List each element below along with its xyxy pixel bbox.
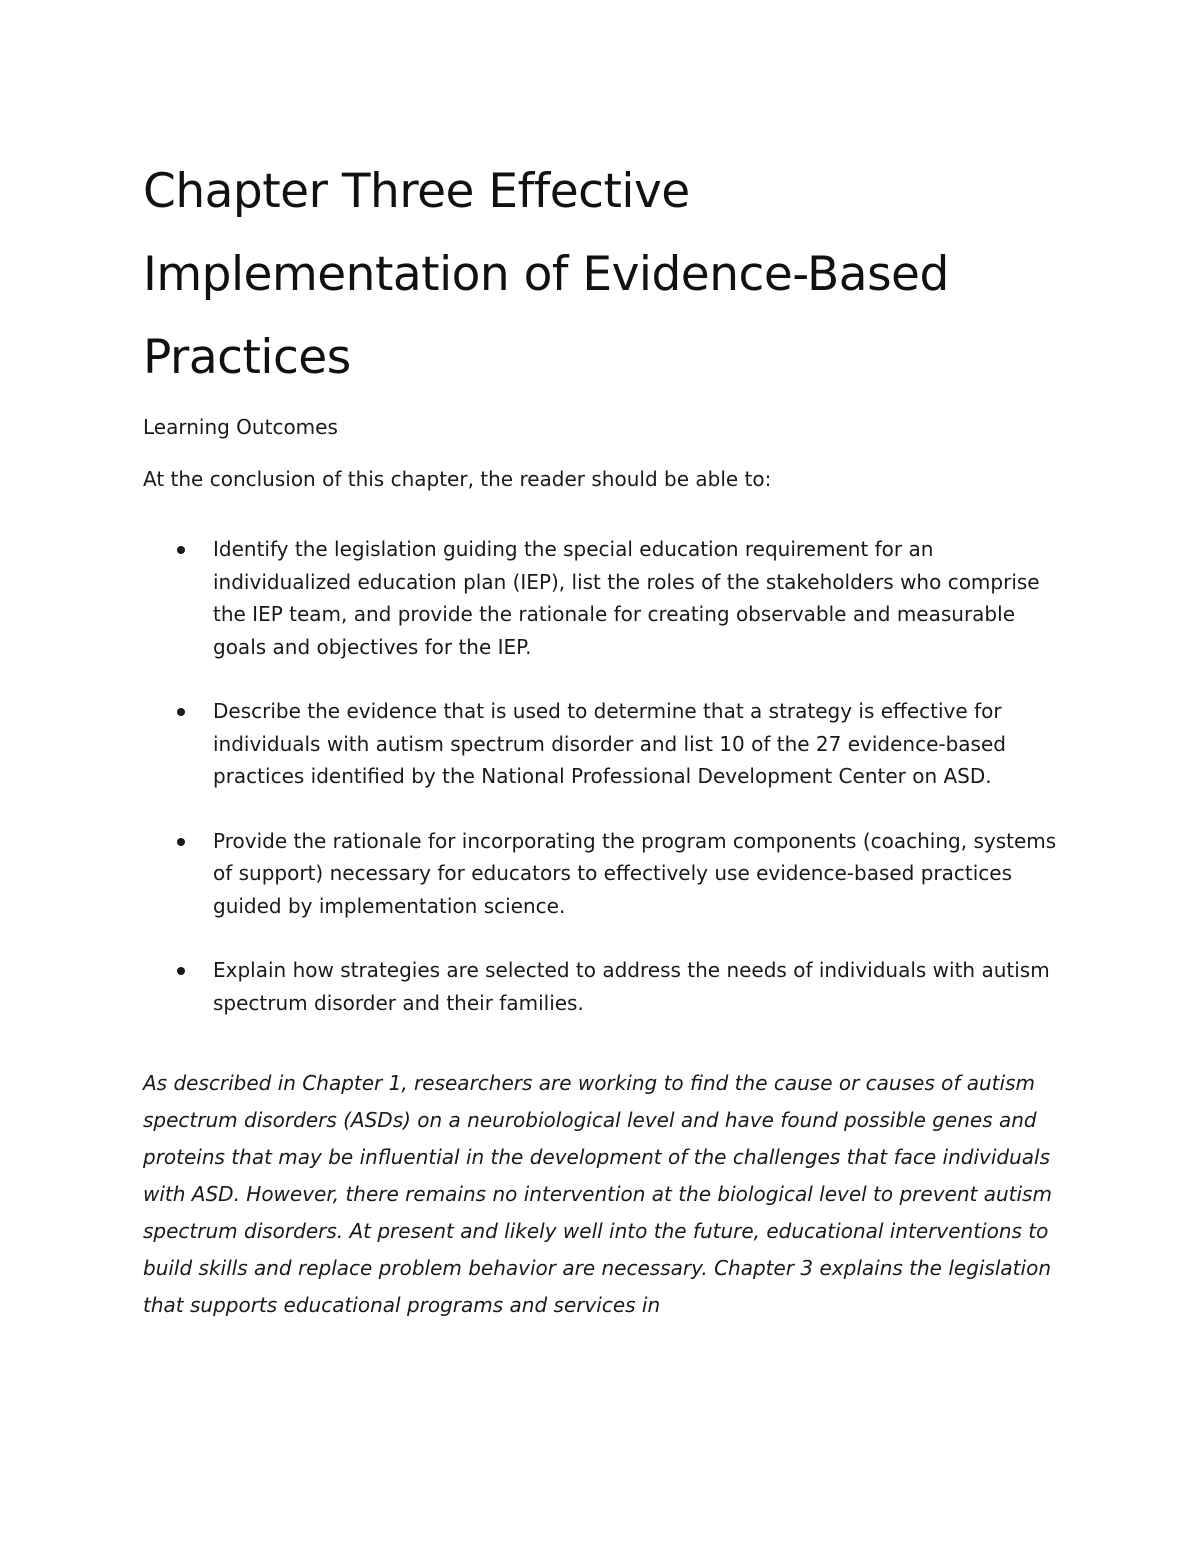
list-item bbox=[143, 825, 1063, 923]
bullet-icon bbox=[177, 546, 185, 554]
body-paragraph: As described in Chapter 1, researchers are working to find the cause or causes of autism spectrum disorders (ASDs) on a neurobiological level and have found possible genes and proteins that may be influential in the development of the challenges that face individuals with ASD. However, there remains no intervention at the biological level to prevent autism spectrum disorders. At present and likely well into the future, educational interventions to build skills and replace problem behavior are necessary. Chapter 3 explains the legislation that supports educational programs and services in bbox=[143, 1071, 1052, 1317]
outcome-text: Explain how strategies are selected to address the needs of individuals with autism spectrum disorder and their families. bbox=[213, 958, 1050, 1015]
outcome-text: Provide the rationale for incorporating the program components (coaching, systems of support) necessary for educators to effectively use evidence-based practices guided by implementation science. bbox=[213, 828, 1057, 918]
list-item bbox=[143, 533, 1063, 663]
bullet-icon bbox=[177, 708, 185, 716]
outcomes-intro: At the conclusion of this chapter, the reader should be able to: bbox=[143, 467, 772, 491]
outcome-text: Describe the evidence that is used to determine that a strategy is effective for individuals with autism spectrum disorder and list 10 of the 27 evidence-based practices identified by the National Professional Development Center on ASD. bbox=[213, 699, 1006, 788]
bullet-icon bbox=[177, 967, 185, 975]
document-content bbox=[143, 150, 1063, 1324]
bullet-icon bbox=[177, 838, 185, 846]
outcomes-list bbox=[143, 533, 1063, 1019]
learning-outcomes-heading: Learning Outcomes bbox=[143, 415, 338, 439]
chapter-title: Chapter Three Effective Implementation of Evidence-Based Practices bbox=[143, 164, 949, 385]
list-item bbox=[143, 954, 1063, 1019]
outcome-text: Identify the legislation guiding the special education requirement for an individualized education plan (IEP), list the roles of the stakeholders who comprise the IEP team, and provide the rationale for creating observable and measurable goals and objectives for the IEP. bbox=[213, 537, 1040, 659]
list-item bbox=[143, 695, 1063, 793]
